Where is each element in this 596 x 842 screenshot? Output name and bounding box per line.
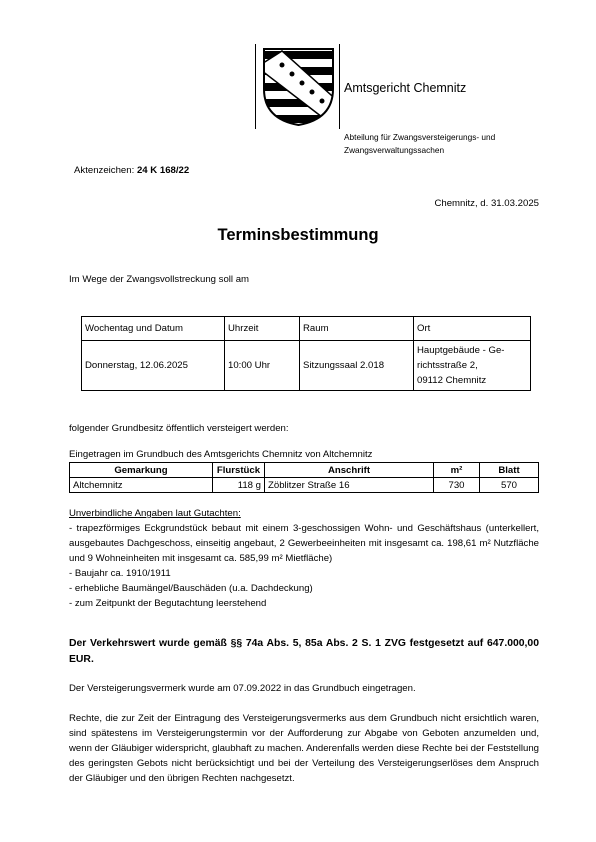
appraisal-item: - erhebliche Baumängel/Bauschäden (u.a. Dachdeckung) [69, 583, 313, 594]
saxony-coat-of-arms-icon [262, 47, 335, 127]
file-reference [74, 165, 189, 176]
location-cell [414, 341, 531, 391]
address-cell: Zöblitzer Straße 16 [265, 478, 434, 493]
header-divider-left [255, 44, 256, 129]
appraisal-item: - zum Zeitpunkt der Begutachtung leerstehend [69, 598, 267, 609]
header-cell: Anschrift [265, 463, 434, 478]
header-cell: Raum [300, 317, 414, 341]
room-cell: Sitzungssaal 2.018 [300, 341, 414, 391]
land-table-header [70, 463, 539, 478]
location-line: richtsstraße 2, [417, 360, 478, 371]
district-cell: Altchemnitz [70, 478, 213, 493]
register-line: Eingetragen im Grundbuch des Amtsgerichts Chemnitz von Altchemnitz [69, 449, 373, 460]
page-title: Terminsbestimmung [217, 226, 379, 244]
file-reference-label: Aktenzeichen: [74, 165, 135, 176]
area-cell: 730 [434, 478, 480, 493]
date-cell: Donnerstag, 12.06.2025 [82, 341, 225, 391]
parcel-cell: 118 g [213, 478, 265, 493]
header-cell: Uhrzeit [225, 317, 300, 341]
location-line: Hauptgebäude - Ge- [417, 345, 505, 356]
appraisal-item: - Baujahr ca. 1910/1911 [69, 568, 171, 579]
appointment-table-header [82, 317, 531, 341]
header-cell: Wochentag und Datum [82, 317, 225, 341]
place-date: Chemnitz, d. 31.03.2025 [434, 198, 539, 209]
rights-paragraph: Rechte, die zur Zeit der Eintragung des Versteigerungsvermerks aus dem Grundbuch nicht ersichtlich waren, sind spätestens im Versteigerungstermin vor der Aufforderung zur Abgabe von Geboten anzumelden und, wenn der Gläubiger widerspricht, glaubhaft zu machen. Anderenfalls werden diese Rechte bei der Feststellung des geringsten Gebots nicht berücksichtigt und bei der Verteilung des Versteigerungserlöses dem Anspruch der Gläubiger und den übrigen Rechten nachgesetzt. [69, 713, 539, 784]
department-name: Abteilung für Zwangsversteigerungs- und Zwangsverwaltungssachen [344, 132, 496, 155]
registration-note: Der Versteigerungsvermerk wurde am 07.09.2022 in das Grundbuch eingetragen. [69, 683, 416, 694]
land-register-table [69, 462, 539, 493]
header-cell: Flurstück [213, 463, 265, 478]
court-name: Amtsgericht Chemnitz [344, 81, 467, 95]
sheet-cell: 570 [480, 478, 539, 493]
intro-text: Im Wege der Zwangsvollstreckung soll am [69, 274, 250, 285]
appraisal-item: - trapezförmiges Eckgrundstück bebaut mit einem 3-geschossigen Wohn- und Geschäftshaus (unterkellert, ausgebautes Dachgeschoss, einseitig angebaut, 2 Gewerbeeinheiten mit insgesamt ca. 198,61 m² Nutzfläche und 9 Wohneinheiten mit insgesamt ca. 585,99 m² Mietfläche) [69, 523, 539, 564]
header-cell: Blatt [480, 463, 539, 478]
time-cell: 10:00 Uhr [225, 341, 300, 391]
appraisal-section [69, 506, 539, 611]
appraisal-heading: Unverbindliche Angaben laut Gutachten: [69, 508, 241, 519]
property-intro: folgender Grundbesitz öffentlich versteigert werden: [69, 423, 289, 434]
header-cell: Ort [414, 317, 531, 341]
header-cell: m² [434, 463, 480, 478]
land-table-row [70, 478, 539, 493]
market-value: Der Verkehrswert wurde gemäß §§ 74a Abs. 5, 85a Abs. 2 S. 1 ZVG festgesetzt auf 647.000,00 EUR. [69, 638, 539, 665]
appointment-table-row [82, 341, 531, 391]
file-reference-value: 24 K 168/22 [136, 165, 190, 176]
header-cell: Gemarkung [70, 463, 213, 478]
location-line: 09112 Chemnitz [417, 375, 487, 386]
appointment-table [81, 316, 531, 391]
header-divider-right [339, 44, 340, 129]
